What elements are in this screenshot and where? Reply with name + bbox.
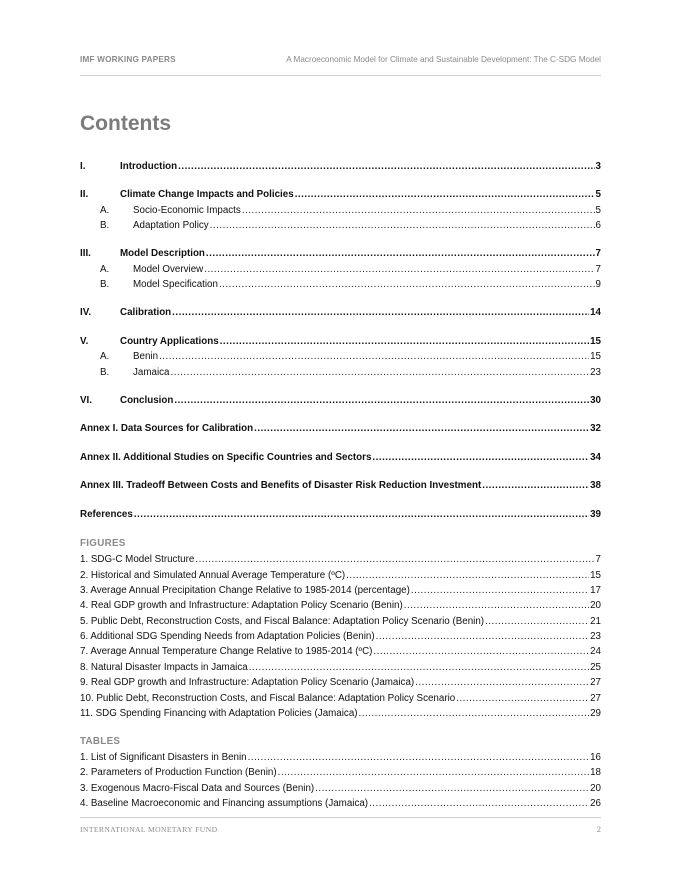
toc-page: 23 bbox=[590, 367, 601, 378]
toc-label: Socio-Economic Impacts bbox=[133, 205, 241, 216]
toc-number: B. bbox=[100, 279, 110, 290]
figure-page: 20 bbox=[590, 600, 601, 611]
page-number: 2 bbox=[596, 824, 601, 834]
dot-leader bbox=[248, 752, 589, 764]
figure-label: 2. Historical and Simulated Annual Average Temperature (ºC) bbox=[80, 570, 346, 581]
table-entry[interactable] bbox=[80, 797, 601, 810]
dot-leader bbox=[346, 570, 589, 582]
dot-leader bbox=[369, 798, 589, 810]
dot-leader bbox=[204, 264, 594, 276]
toc-entry-jamaica[interactable] bbox=[80, 366, 601, 379]
toc-label: Model Specification bbox=[133, 279, 218, 290]
figure-page: 7 bbox=[595, 554, 601, 565]
toc-page: 14 bbox=[590, 307, 601, 318]
toc-page: 6 bbox=[595, 220, 601, 231]
dot-leader bbox=[174, 395, 589, 407]
dot-leader bbox=[172, 307, 589, 319]
toc-label: Conclusion bbox=[120, 395, 174, 406]
figure-entry[interactable] bbox=[80, 599, 601, 612]
toc-label: Country Applications bbox=[120, 336, 219, 347]
table-label: 1. List of Significant Disasters in Benin bbox=[80, 752, 247, 763]
figure-page: 21 bbox=[590, 616, 601, 627]
figure-entry[interactable] bbox=[80, 630, 601, 643]
dot-leader bbox=[195, 554, 594, 566]
dot-leader bbox=[242, 205, 595, 217]
toc-entry-references[interactable] bbox=[80, 508, 601, 521]
figure-page: 15 bbox=[590, 570, 601, 581]
dot-leader bbox=[210, 220, 595, 232]
figure-label: 4. Real GDP growth and Infrastructure: Adaptation Policy Scenario (Benin) bbox=[80, 600, 403, 611]
toc-entry-annex-1[interactable] bbox=[80, 422, 601, 435]
figure-page: 25 bbox=[590, 662, 601, 673]
figure-page: 27 bbox=[590, 677, 601, 688]
toc-page: 38 bbox=[590, 480, 601, 491]
toc-entry-calibration[interactable] bbox=[80, 306, 601, 319]
toc-number: IV. bbox=[80, 307, 92, 318]
toc-number: I. bbox=[80, 161, 86, 172]
toc-entry-climate-change[interactable] bbox=[80, 188, 601, 201]
toc-label: Adaptation Policy bbox=[133, 220, 209, 231]
toc-label: Calibration bbox=[120, 307, 172, 318]
toc-label: References bbox=[80, 509, 133, 520]
figure-label: 3. Average Annual Precipitation Change Relative to 1985-2014 (percentage) bbox=[80, 585, 410, 596]
toc-label: Annex II. Additional Studies on Specific Countries and Sectors bbox=[80, 452, 372, 463]
dot-leader bbox=[373, 646, 589, 658]
figures-heading: FIGURES bbox=[80, 538, 126, 549]
toc-label: Model Description bbox=[120, 248, 205, 259]
dot-leader bbox=[134, 509, 589, 521]
dot-leader bbox=[404, 600, 589, 612]
table-entry[interactable] bbox=[80, 782, 601, 795]
figure-label: 5. Public Debt, Reconstruction Costs, and Fiscal Balance: Adaptation Policy Scenario (Benin) bbox=[80, 616, 485, 627]
toc-page: 34 bbox=[590, 452, 601, 463]
dot-leader bbox=[295, 189, 595, 201]
dot-leader bbox=[219, 279, 595, 291]
figure-page: 23 bbox=[590, 631, 601, 642]
toc-entry-socio-economic[interactable] bbox=[80, 204, 601, 217]
figure-page: 27 bbox=[590, 693, 601, 704]
toc-number: III. bbox=[80, 248, 91, 259]
figure-label: 6. Additional SDG Spending Needs from Adaptation Policies (Benin) bbox=[80, 631, 375, 642]
dot-leader bbox=[415, 677, 589, 689]
toc-number: A. bbox=[100, 351, 110, 362]
toc-entry-benin[interactable] bbox=[80, 350, 601, 363]
toc-page: 7 bbox=[595, 248, 601, 259]
table-entry[interactable] bbox=[80, 751, 601, 764]
toc-label: Introduction bbox=[120, 161, 178, 172]
dot-leader bbox=[220, 336, 589, 348]
toc-page: 15 bbox=[590, 336, 601, 347]
toc-page: 32 bbox=[590, 423, 601, 434]
dot-leader bbox=[178, 161, 594, 173]
toc-page: 15 bbox=[590, 351, 601, 362]
dot-leader bbox=[359, 708, 590, 720]
table-label: 2. Parameters of Production Function (Benin) bbox=[80, 767, 277, 778]
toc-page: 5 bbox=[595, 189, 601, 200]
toc-number: B. bbox=[100, 220, 110, 231]
toc-label: Annex I. Data Sources for Calibration bbox=[80, 423, 254, 434]
figure-label: 9. Real GDP growth and Infrastructure: Adaptation Policy Scenario (Jamaica) bbox=[80, 677, 415, 688]
toc-page: 5 bbox=[595, 205, 601, 216]
toc-label: Benin bbox=[133, 351, 159, 362]
toc-entry-introduction[interactable] bbox=[80, 160, 601, 173]
figure-label: 7. Average Annual Temperature Change Relative to 1985-2014 (ºC) bbox=[80, 646, 373, 657]
dot-leader bbox=[249, 662, 589, 674]
figure-entry[interactable] bbox=[80, 553, 601, 566]
dot-leader bbox=[278, 767, 590, 779]
table-page: 20 bbox=[590, 783, 601, 794]
toc-number: A. bbox=[100, 264, 110, 275]
toc-page: 30 bbox=[590, 395, 601, 406]
figure-entry[interactable] bbox=[80, 661, 601, 674]
toc-entry-annex-2[interactable] bbox=[80, 451, 601, 464]
toc-number: VI. bbox=[80, 395, 92, 406]
figure-entry[interactable] bbox=[80, 645, 601, 658]
dot-leader bbox=[315, 783, 589, 795]
table-label: 3. Exogenous Macro-Fiscal Data and Sources (Benin) bbox=[80, 783, 315, 794]
dot-leader bbox=[456, 693, 589, 705]
figure-page: 17 bbox=[590, 585, 601, 596]
toc-number: A. bbox=[100, 205, 110, 216]
figure-label: 1. SDG-C Model Structure bbox=[80, 554, 195, 565]
toc-page: 3 bbox=[595, 161, 601, 172]
toc-label: Climate Change Impacts and Policies bbox=[120, 189, 294, 200]
figure-entry[interactable] bbox=[80, 692, 601, 705]
dot-leader bbox=[482, 480, 589, 492]
table-entry[interactable] bbox=[80, 766, 601, 779]
series-title: IMF WORKING PAPERS bbox=[80, 55, 176, 64]
toc-label: Annex III. Tradeoff Between Costs and Benefits of Disaster Risk Reduction Investment bbox=[80, 480, 482, 491]
figure-label: 11. SDG Spending Financing with Adaptation Policies (Jamaica) bbox=[80, 708, 358, 719]
figure-label: 10. Public Debt, Reconstruction Costs, and Fiscal Balance: Adaptation Policy Scenario bbox=[80, 693, 456, 704]
table-page: 26 bbox=[590, 798, 601, 809]
table-page: 18 bbox=[590, 767, 601, 778]
dot-leader bbox=[206, 248, 595, 260]
figure-entry[interactable] bbox=[80, 584, 601, 597]
toc-page: 39 bbox=[590, 509, 601, 520]
dot-leader bbox=[159, 351, 589, 363]
footer-organization: INTERNATIONAL MONETARY FUND bbox=[80, 825, 218, 834]
dot-leader bbox=[376, 631, 589, 643]
paper-title: A Macroeconomic Model for Climate and Sustainable Development: The C-SDG Model bbox=[286, 55, 601, 64]
toc-entry-conclusion[interactable] bbox=[80, 394, 601, 407]
figure-entry[interactable] bbox=[80, 707, 601, 720]
toc-entry-adaptation-policy[interactable] bbox=[80, 219, 601, 232]
table-page: 16 bbox=[590, 752, 601, 763]
figure-entry[interactable] bbox=[80, 676, 601, 689]
toc-page: 7 bbox=[595, 264, 601, 275]
figure-entry[interactable] bbox=[80, 569, 601, 582]
dot-leader bbox=[485, 616, 589, 628]
running-header bbox=[80, 55, 601, 76]
dot-leader bbox=[372, 452, 589, 464]
figure-label: 8. Natural Disaster Impacts in Jamaica bbox=[80, 662, 248, 673]
toc-entry-model-overview[interactable] bbox=[80, 263, 601, 276]
page-title: Contents bbox=[80, 112, 171, 135]
figure-page: 24 bbox=[590, 646, 601, 657]
toc-label: Jamaica bbox=[133, 367, 170, 378]
table-label: 4. Baseline Macroeconomic and Financing assumptions (Jamaica) bbox=[80, 798, 369, 809]
page-footer bbox=[80, 817, 601, 839]
toc-entry-country-applications[interactable] bbox=[80, 335, 601, 348]
toc-page: 9 bbox=[595, 279, 601, 290]
toc-entry-model-specification[interactable] bbox=[80, 278, 601, 291]
toc-number: II. bbox=[80, 189, 89, 200]
tables-heading: TABLES bbox=[80, 736, 121, 747]
toc-entry-model-description[interactable] bbox=[80, 247, 601, 260]
toc-number: V. bbox=[80, 336, 89, 347]
dot-leader bbox=[170, 367, 589, 379]
dot-leader bbox=[254, 423, 589, 435]
toc-number: B. bbox=[100, 367, 110, 378]
toc-entry-annex-3[interactable] bbox=[80, 479, 601, 492]
figure-entry[interactable] bbox=[80, 615, 601, 628]
figure-page: 29 bbox=[590, 708, 601, 719]
dot-leader bbox=[411, 585, 589, 597]
toc-label: Model Overview bbox=[133, 264, 204, 275]
